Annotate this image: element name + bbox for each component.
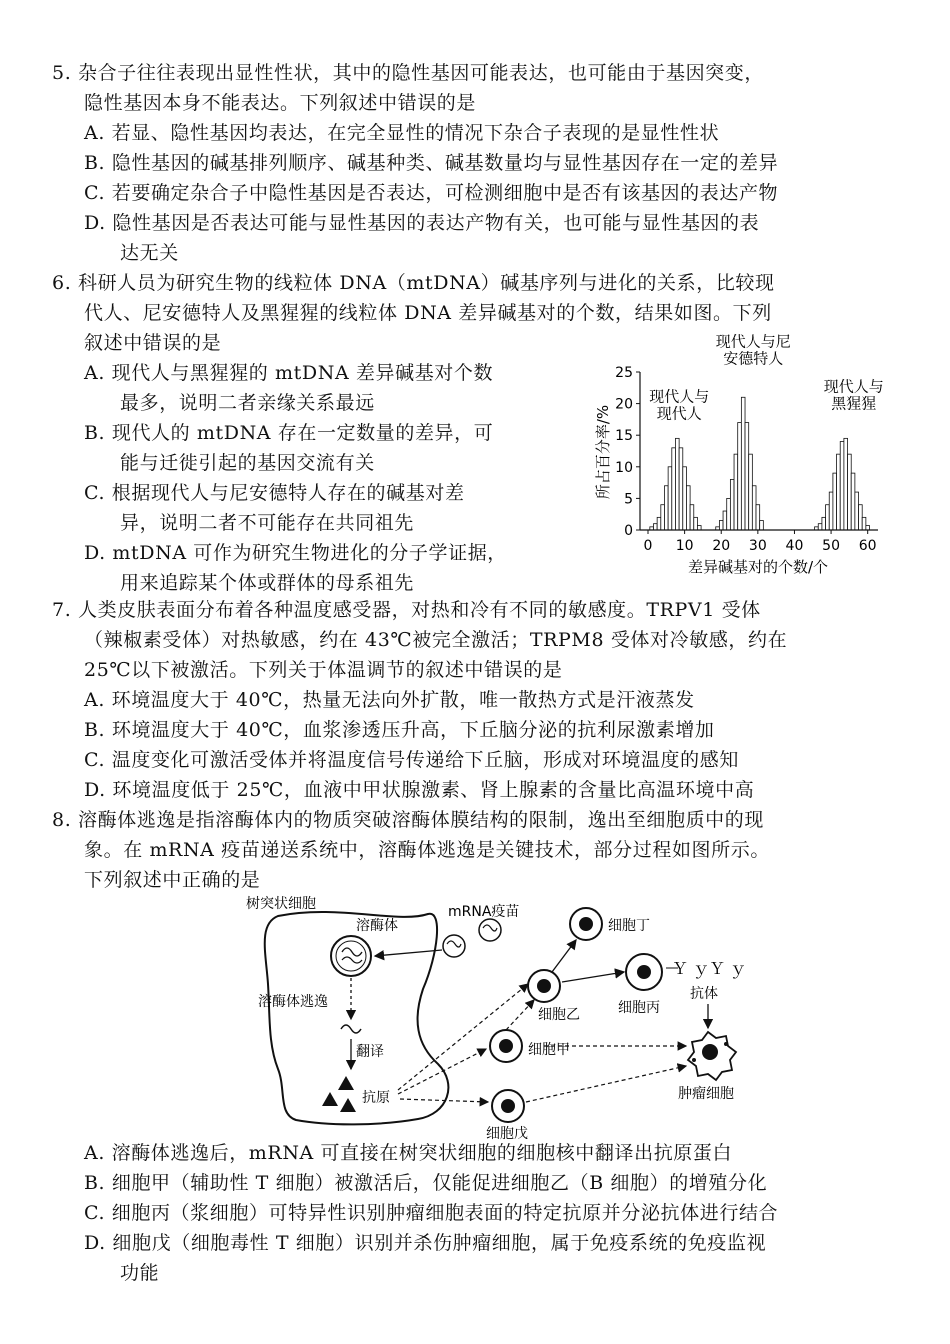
q6-option-c-cont: 异，说明二者不可能存在共同祖先 (120, 512, 415, 534)
chart-bar (694, 517, 698, 530)
chart-bar (749, 454, 753, 530)
q5-option-a: A. 若显、隐性基因均表达，在完全显性的情况下杂合子表现的是显性性状 (84, 122, 720, 144)
x-tick-label: 40 (785, 538, 804, 554)
x-tick-label: 50 (822, 538, 840, 554)
y-tick-label: 10 (615, 459, 633, 476)
chart-bar (833, 473, 837, 530)
chart-y-axis-label: 所占百分率/% (594, 404, 612, 500)
y-tick-label: 15 (615, 428, 633, 445)
chart-bar (738, 423, 742, 530)
q5-option-c: C. 若要确定杂合子中隐性基因是否表达，可检测细胞中是否有该基因的表达产物 (84, 182, 779, 204)
chart-bar (855, 492, 859, 530)
cell-wu-label: 细胞戊 (486, 1126, 528, 1142)
q6-option-a: A. 现代人与黑猩猩的 mtDNA 差异碱基对个数 (84, 362, 494, 384)
chart-bar (866, 526, 870, 530)
chart-series-label: 现代人与尼 (715, 332, 791, 351)
dendritic-cell-outline (265, 912, 449, 1124)
chart-bar (657, 517, 661, 530)
chart-bar (730, 479, 734, 530)
q6-option-d: D. mtDNA 可作为研究生物进化的分子学证据， (84, 542, 507, 564)
q7-option-b: B. 环境温度大于 40℃，血浆渗透压升高，下丘脑分泌的抗利尿激素增加 (84, 719, 715, 741)
q6-option-b-cont: 能与迁徙引起的基因交流有关 (120, 452, 375, 474)
q5-option-d: D. 隐性基因是否表达可能与显性基因的表达产物有关，也可能与显性基因的表 (84, 212, 760, 234)
chart-bar (686, 486, 690, 530)
immune-diagram (238, 894, 778, 1142)
x-tick-label: 0 (643, 538, 653, 554)
chart-bar (760, 521, 764, 530)
q7-option-c: C. 温度变化可激活受体并将温度信号传递给下丘脑，形成对环境温度的感知 (84, 749, 739, 771)
q7-stem-line-3: 25℃以下被激活。下列关于体温调节的叙述中错误的是 (84, 659, 563, 681)
mrna-strand (341, 1025, 361, 1033)
chart-bar (840, 442, 844, 530)
y-tick-label: 0 (624, 523, 633, 539)
chart-x-axis-label: 差异碱基对的个数/个 (687, 558, 829, 576)
tumor-cell-label: 肿瘤细胞 (678, 1086, 734, 1102)
chart-bar (826, 505, 830, 530)
y-tick-label: 5 (624, 491, 633, 508)
chart-bar (668, 467, 672, 530)
q6-stem-line-2: 代人、尼安德特人及黑猩猩的线粒体 DNA 差异碱基对的个数，结果如图。下列 (84, 302, 772, 324)
y-tick-label: 25 (615, 365, 633, 381)
x-tick-label: 30 (748, 538, 767, 554)
lysosome-escape-label: 溶酶体逃逸 (258, 994, 328, 1010)
mtdna-difference-chart (588, 332, 908, 584)
dendritic-cell-label: 树突状细胞 (246, 896, 316, 912)
chart-series-label: 现代人 (656, 404, 702, 423)
q8-option-d-cont: 功能 (120, 1262, 160, 1284)
cell-yi-label: 细胞乙 (538, 1007, 580, 1023)
q6-option-d-cont: 用来追踪某个体或群体的母系祖先 (120, 572, 415, 594)
x-tick-label: 60 (858, 538, 877, 554)
x-tick-label: 10 (675, 538, 694, 554)
cell-jia-label: 细胞甲 (528, 1042, 570, 1058)
chart-bar (848, 454, 852, 530)
chart-bar (851, 473, 855, 530)
y-tick-label: 20 (615, 396, 633, 413)
mrna-vaccine-particle (443, 935, 465, 957)
chart-bar (661, 505, 665, 530)
q7-option-d: D. 环境温度低于 25℃，血液中甲状腺激素、肾上腺素的含量比高温环境中高 (84, 779, 755, 801)
chart-bar (859, 505, 863, 530)
chart-bar (672, 448, 676, 530)
q7-option-a: A. 环境温度大于 40℃，热量无法向外扩散，唯一散热方式是汗液蒸发 (84, 689, 695, 711)
q8-stem-line-2: 象。在 mRNA 疫苗递送系统中，溶酶体逃逸是关键技术，部分过程如图所示。 (84, 839, 770, 861)
chart-bar (844, 438, 848, 530)
q8-option-a: A. 溶酶体逃逸后，mRNA 可直接在树突状细胞的细胞核中翻译出抗原蛋白 (84, 1142, 733, 1164)
chart-bar (862, 517, 866, 530)
chart-bar (734, 454, 738, 530)
antibody-icon: Ｙ ｙＹ ｙ (672, 959, 747, 978)
q8-option-b: B. 细胞甲（辅助性 T 细胞）被激活后，仅能促进细胞乙（B 细胞）的增殖分化 (84, 1172, 768, 1194)
chart-bar (818, 524, 822, 530)
chart-bar (664, 486, 668, 530)
q8-option-d: D. 细胞戊（细胞毒性 T 细胞）识别并杀伤肿瘤细胞，属于免疫系统的免疫监视 (84, 1232, 767, 1254)
q7-stem-line-1: 7. 人类皮肤表面分布着各种温度感受器，对热和冷有不同的敏感度。TRPV1 受体 (52, 599, 761, 621)
q6-stem-line-1: 6. 科研人员为研究生物的线粒体 DNA（mtDNA）碱基序列与进化的关系，比较现 (52, 272, 775, 294)
chart-bar (829, 492, 833, 530)
q8-option-c: C. 细胞丙（浆细胞）可特异性识别肿瘤细胞表面的特定抗原并分泌抗体进行结合 (84, 1202, 779, 1224)
mrna-vaccine-particle (479, 919, 501, 941)
chart-bar (756, 505, 760, 530)
q6-stem-line-3: 叙述中错误的是 (84, 332, 222, 354)
chart-bar (683, 467, 687, 530)
chart-bar (837, 454, 841, 530)
q8-stem-line-1: 8. 溶酶体逃逸是指溶酶体内的物质突破溶酶体膜结构的限制，逸出至细胞质中的现 (52, 809, 764, 831)
q6-option-a-cont: 最多，说明二者亲缘关系最远 (120, 392, 375, 414)
chart-series-label: 现代人与 (649, 387, 710, 406)
chart-bar (727, 498, 731, 530)
chart-bar (653, 524, 657, 530)
lysosome (331, 936, 371, 976)
chart-bar (697, 526, 701, 530)
chart-bar (752, 486, 756, 530)
cell-ding-label: 细胞丁 (608, 918, 650, 934)
mrna-vaccine-label: mRNA疫苗 (448, 904, 520, 920)
q5-option-d-cont: 达无关 (120, 242, 179, 264)
antigen-icon (322, 1076, 356, 1112)
chart-bar (719, 521, 723, 530)
translate-label: 翻译 (356, 1044, 384, 1060)
chart-series-label: 黑猩猩 (831, 394, 877, 413)
q5-option-b: B. 隐性基因的碱基排列顺序、碱基种类、碱基数量均与显性基因存在一定的差异 (84, 152, 779, 174)
chart-series-label: 现代人与 (823, 377, 884, 396)
chart-bar (745, 423, 749, 530)
q6-option-c: C. 根据现代人与尼安德特人存在的碱基对差 (84, 482, 465, 504)
q8-stem-line-3: 下列叙述中正确的是 (84, 869, 261, 891)
chart-bar (690, 505, 694, 530)
q6-option-b: B. 现代人的 mtDNA 存在一定数量的差异，可 (84, 422, 494, 444)
chart-bar (723, 511, 727, 530)
q7-stem-line-2: （辣椒素受体）对热敏感，约在 43℃被完全激活；TRPM8 受体对冷敏感，约在 (84, 629, 788, 651)
q5-stem-line-2: 隐性基因本身不能表达。下列叙述中错误的是 (84, 92, 477, 114)
chart-bar (741, 397, 745, 530)
chart-bar (822, 517, 826, 530)
chart-series-label: 安德特人 (723, 349, 784, 368)
chart-bar (679, 448, 683, 530)
q5-stem-line-1: 5. 杂合子往往表现出显性性状，其中的隐性基因可能表达，也可能由于基因突变， (52, 62, 764, 84)
chart-bar (675, 438, 679, 530)
antibody-label: 抗体 (690, 986, 718, 1002)
x-tick-label: 20 (712, 538, 731, 554)
cell-bing-label: 细胞丙 (618, 1000, 660, 1016)
lysosome-label: 溶酶体 (356, 918, 398, 934)
antigen-label: 抗原 (362, 1090, 390, 1106)
